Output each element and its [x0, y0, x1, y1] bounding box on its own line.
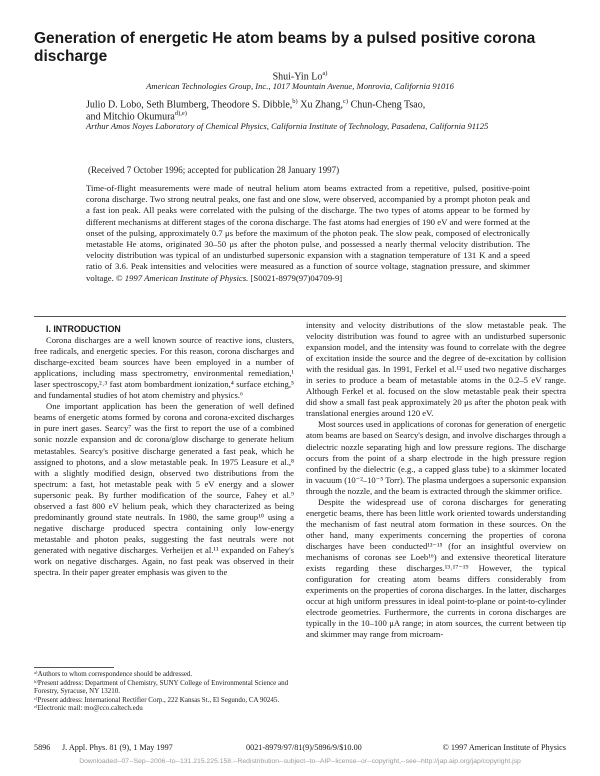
author-footnote-mark: d),e): [174, 110, 187, 117]
author-footnote-mark: b): [292, 98, 298, 105]
abstract-text: Time-of-flight measurements were made of neutral helium atom beams extracted from a repetitive, pulsed, positive-point corona discharge. Two strong neutral peaks, one fast and one slow, were observed, accompanied by a prompt photon peak and a fast ion peak. All peaks were correlated with the pulsing of the discharge. The two types of atoms appear to be formed by different mechanisms at different stages of the corona discharge. The fast atoms had energies of 190 eV and were formed at the onset of the pulsing, approximately 0.7 μs before the maximum of the photon peak. The slow peak, composed of electronically metastable He atoms, originated 30–50 μs after the photon pulse, and possessed a nearly thermal velocity distribution. The velocity distribution was typical of an undisturbed supersonic expansion with a stagnation temperature of 131 K and a speed ratio of 3.6. Peak intensities and velocities were measured as a function of source voltage, stagnation pressure, and skimmer voltage.: [86, 183, 530, 283]
footnote: ᵉ⁾Electronic mail: mo@cco.caltech.edu: [34, 704, 143, 713]
author-footnote-mark: c): [343, 98, 349, 105]
left-column: [34, 320, 294, 578]
abstract-divider: [34, 316, 566, 317]
article-code: 0021-8979/97/81(9)/5896/9/$10.00: [246, 743, 362, 752]
footnotes: [34, 670, 296, 713]
received-dates: (Received 7 October 1996; accepted for publication 28 January 1997): [88, 165, 340, 175]
footer-copyright: © 1997 American Institute of Physics: [442, 743, 566, 752]
paragraph: One important application has been the generation of well defined beams of energetic atoms formed by corona and corona-excited discharges in pure inert gases. Searcy⁷ was the first to report the use of a combined sonic nozzle expansion and dc corona/glow discharge to generate helium metastables. Searcy's positive discharge generated a fast peak, which he assigned to photons, and a slow metastable peak. In 1975 Leasure et al.,⁸ with a slightly modified design, observed two distributions from the spectrum: a fast, hot metastable peak with 5 eV energy and a slower supersonic peak. By further modification of the source, Fahey et al.⁹ observed a fast 800 eV helium peak, which they characterized as being predominantly ground state neutrals. In 1980, the same group¹⁰ using a negative discharge produced spectra containing only low-energy metastable and photon peaks, suggesting the fast neutrals were not generated with negative discharges. Verheijen et al.¹¹ expanded on Fahey's work on negative discharges. Again, no fast peak was observed in their spectra. In their paper greater emphasis was given to the: [34, 401, 294, 578]
author-footnote-mark: a): [322, 70, 328, 77]
footnote: ᵃ⁾Authors to whom correspondence should be addressed.: [34, 670, 193, 678]
author-names-line-2: and Mitchio Okumura: [86, 111, 175, 123]
paper-title: Generation of energetic He atom beams by a pulsed positive corona discharge: [34, 30, 536, 65]
paragraph: Corona discharges are a well known source of reactive ions, clusters, free radicals, and energetic species. For this reason, corona discharges and discharge-excited beam sources have been employed in a number of applications, including mass spectrometry, environmental remediation,¹ laser spectroscopy,²˒³ fast atom bombardment ionization,⁴ surface etching,⁵ and fundamental studies of hot atom chemistry and physics.⁶: [34, 335, 294, 401]
abstract-copyright: © 1997 American Institute of Physics.: [115, 272, 249, 283]
author-names-line-1: Julio D. Lobo, Seth Blumberg, Theodore S. Dibble,: [86, 99, 293, 111]
footnote: ᵇ⁾Present address: Department of Chemistry, SUNY College of Environmental Science and Forestry, Syracuse, NY 13210.: [34, 678, 289, 696]
abstract-doi: [S0021-8979(97)04709-9]: [250, 272, 343, 283]
affiliation-2: Arthur Amos Noyes Laboratory of Chemical Physics, California Institute of Technology, Pasadena, California 91125: [86, 121, 489, 131]
footnote-rule: [34, 667, 114, 668]
affiliation-1: American Technologies Group, Inc., 1017 Mountain Avenue, Monrovia, California 91016: [146, 81, 454, 91]
author-name: Shui-Yin Lo: [272, 71, 323, 83]
author-name: Xu Zhang,: [297, 99, 343, 111]
abstract: [86, 183, 530, 284]
right-column: [306, 320, 566, 640]
paragraph: Most sources used in applications of coronas for generation of energetic atom beams are based on Searcy's design, and involve discharges through a dielectric nozzle separating high and low pressure regions. The discharge occurs from the point of a sharp electrode in the high pressure region confined by the dielectric (e.g., a capped glass tube) to a skimmer located in vacuum (10⁻²–10⁻⁵ Torr). The plasma undergoes a supersonic expansion through the nozzle, and the beam is extracted through the skimmer orifice.: [306, 419, 566, 496]
page-number: 5896: [34, 743, 51, 752]
journal-citation: J. Appl. Phys. 81 (9), 1 May 1997: [62, 743, 173, 752]
section-heading: I. INTRODUCTION: [46, 324, 121, 334]
footnote: ᶜ⁾Present address: International Rectifier Corp., 222 Kansas St., El Segundo, CA 90245.: [34, 695, 280, 704]
download-notice: Downloaded--07--Sep--2006--to--131.215.225.158.--Redistribution--subject--to--AIP--license--or--copyright,--see--http://jap.aip.org/jap/copyright.jsp: [79, 758, 521, 765]
paragraph: Despite the widespread use of corona discharges for generating energetic beams, there has been little work oriented towards understanding the mechanism of fast neutral atom formation in these sources. On the other hand, many experiments concerning the properties of corona discharges have been conducted¹³⁻¹⁵ (for an insightful overview on mechanisms of coronas see Loeb¹⁶) and extensive theoretical literature exists regarding these discharges.¹³˒¹⁷⁻¹⁹ However, the typical configuration for creating atom beams differs considerably from experiments on the properties of corona discharges. In the latter, discharges occur at high uniform pressures in ideal point-to-plane or point-to-cylinder electrode geometries. Furthermore, the currents in corona discharges are typically in the 10–100 μA range; in atom sources, the current between tip and skimmer may range from microam-: [306, 496, 566, 640]
paragraph: intensity and velocity distributions of the slow metastable peak. The velocity distribution was found to agree with an undisturbed supersonic expansion model, and the intensity was found to correlate with the degree of excitation inside the source and the degree of de-excitation by collision with the residual gas. In 1991, Ferkel et al.¹² used two negative discharges in series to produce a beam of metastable atoms in the 0.2–5 eV range. Although Ferkel et al. focused on the slow metastable peak their spectra did show a small fast peak approximately 20 μs after the photon peak with translational energies around 120 eV.: [306, 320, 566, 419]
author-name: Chun-Cheng Tsao,: [348, 99, 426, 111]
